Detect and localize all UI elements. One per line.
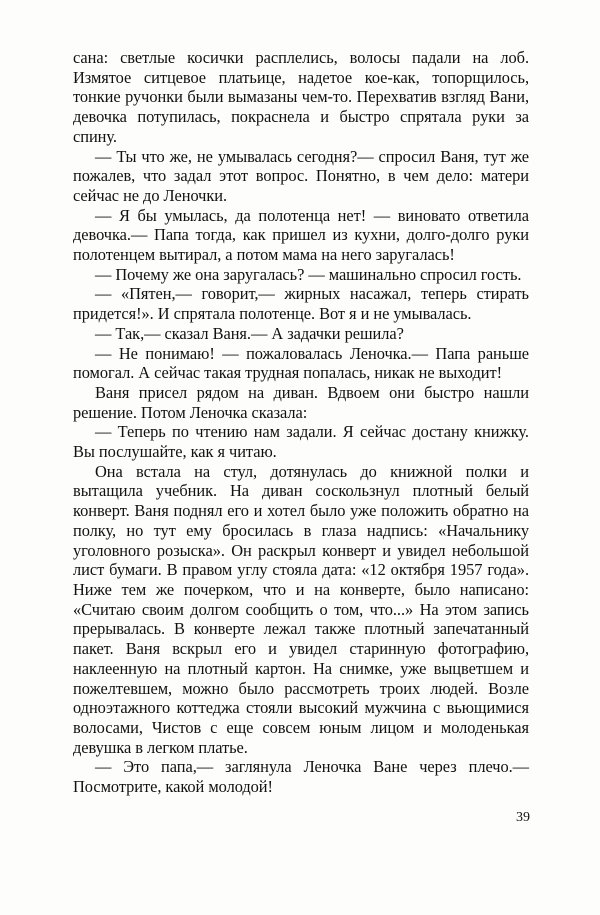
page-number: 39	[516, 810, 530, 825]
paragraph-4: — Почему же она заругалась? — машинально спросил гость.	[95, 264, 522, 284]
paragraph-2: — Ты что же, не умывалась сегодня?— спросил Ваня, тут же пожалев, что задал этот вопрос. Понятно, в чем дело: матери сейчас не до Леночки.	[73, 146, 529, 205]
paragraph-10: Она встала на стул, дотянулась до книжной полки и вытащила учебник. На диван соскользнул плотный белый конверт. Ваня поднял его и хотел было уже положить обратно на полку, но тут ему бросилась в глаза надпись: «Начальнику уголовного розыска». Он раскрыл конверт и увидел небольшой лист бумаги. В правом углу стояла дата: «12 октября 1957 года». Ниже тем же почерком, что и на конверте, было написано: «Считаю своим долгом сообщить о том, что...» На этом запись прерывалась. В конверте лежал также плотный запечатанный пакет. Ваня вскрыл его и увидел старинную фотографию, наклеенную на плотный картон. На снимке, уже выцветшем и пожелтевшем, можно было рассмотреть троих людей. Возле одноэтажного коттеджа стояли высокий мужчина с вьющимися волосами, Чистов с еще совсем юным лицом и молоденькая девушка в легком платье.	[73, 461, 529, 757]
paragraph-7: — Не понимаю! — пожаловалась Леночка.— Папа раньше помогал. А сейчас такая трудная попалась, никак не выходит!	[73, 343, 529, 383]
paragraph-5: — «Пятен,— говорит,— жирных насажал, теперь стирать придется!». И спрятала полотенце. Вот я и не умывалась.	[73, 284, 529, 324]
paragraph-11: — Это папа,— заглянула Леночка Ване через плечо.— Посмотрите, какой молодой!	[73, 757, 529, 797]
page-text	[73, 48, 529, 797]
paragraph-9: — Теперь по чтению нам задали. Я сейчас достану книжку. Вы послушайте, как я читаю.	[73, 422, 529, 462]
paragraph-8: Ваня присел рядом на диван. Вдвоем они быстро нашли решение. Потом Леночка сказала:	[73, 382, 529, 422]
paragraph-3: — Я бы умылась, да полотенца нет! — виновато ответила девочка.— Папа тогда, как пришел из кухни, долго-долго руки полотенцем вытирал, а потом мама на него заругалась!	[73, 205, 529, 265]
paragraph-1: сана: светлые косички расплелись, волосы падали на лоб. Измятое ситцевое платьице, надетое кое-как, топорщилось, тонкие ручонки были вымазаны чем-то. Перехватив взгляд Вани, девочка потупилась, покраснела и быстро спрятала руки за спину.	[73, 48, 529, 146]
paragraph-6: — Так,— сказал Ваня.— А задачки решила?	[95, 323, 404, 343]
